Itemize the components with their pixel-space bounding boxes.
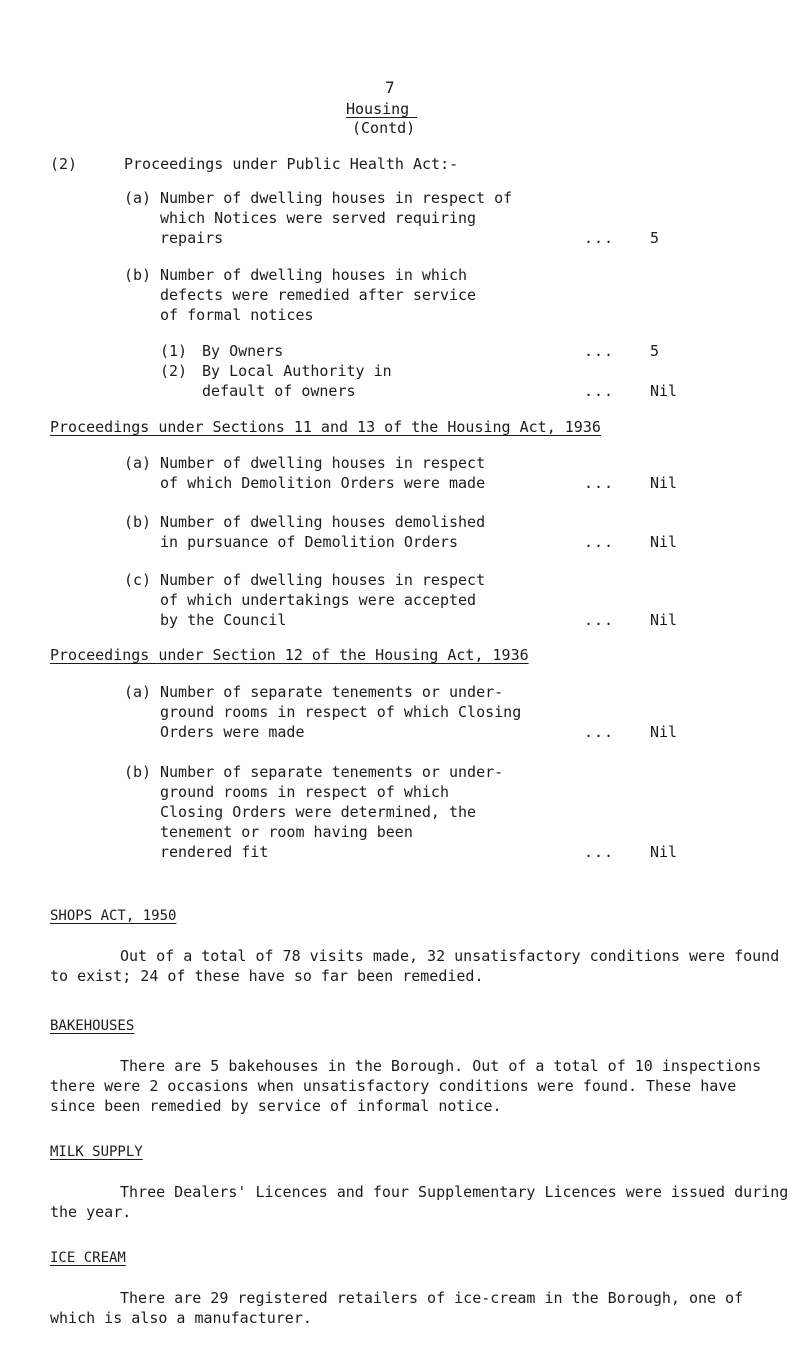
item-line: Number of separate tenements or under-	[160, 763, 504, 781]
subitem-marker: (2)	[160, 362, 188, 380]
item-line: Number of dwelling houses in which	[160, 266, 468, 284]
item-line: rendered fit	[160, 843, 269, 861]
item-line: ground rooms in respect of which	[160, 783, 449, 801]
item-marker: (b)	[124, 763, 152, 781]
shops-heading: SHOPS ACT, 1950	[50, 908, 177, 924]
item-line: Number of dwelling houses in respect	[160, 571, 486, 589]
item-line: ground rooms in respect of which Closing	[160, 703, 522, 721]
section-marker: (2)	[50, 155, 78, 173]
item-marker: (c)	[124, 571, 152, 589]
leader-dots: ...	[584, 474, 615, 492]
page-number: 7	[385, 78, 395, 97]
item-marker: (b)	[124, 266, 152, 284]
item-value: Nil	[650, 474, 678, 492]
subitem-line: By Local Authority in	[202, 362, 392, 380]
item-line: of which undertakings were accepted	[160, 591, 477, 609]
bakehouses-heading: BAKEHOUSES	[50, 1018, 135, 1034]
item-marker: (a)	[124, 454, 152, 472]
milk-paragraph: Three Dealers' Licences and four Supplementary Licences were issued during the year.	[50, 1183, 789, 1221]
item-line: defects were remedied after service	[160, 286, 477, 304]
item-marker: (b)	[124, 513, 152, 531]
section-heading: Proceedings under Section 12 of the Housing Act, 1936	[50, 646, 529, 664]
item-line: Number of dwelling houses in respect of	[160, 189, 513, 207]
leader-dots: ...	[584, 843, 615, 861]
item-value: Nil	[650, 533, 678, 551]
item-line: tenement or room having been	[160, 823, 413, 841]
subitem-line: default of owners	[202, 382, 356, 400]
item-marker: (a)	[124, 683, 152, 701]
leader-dots: ...	[584, 533, 615, 551]
item-line: Number of dwelling houses in respect	[160, 454, 486, 472]
item-line: repairs	[160, 229, 224, 247]
item-line: in pursuance of Demolition Orders	[160, 533, 459, 551]
leader-dots: ...	[584, 229, 615, 247]
item-value: Nil	[650, 723, 678, 741]
page-title: Housing	[346, 100, 410, 118]
leader-dots: ...	[584, 611, 615, 629]
subitem-marker: (1)	[160, 342, 188, 360]
item-line: Orders were made	[160, 723, 305, 741]
item-line: Closing Orders were determined, the	[160, 803, 477, 821]
item-line: of which Demolition Orders were made	[160, 474, 486, 492]
item-line: by the Council	[160, 611, 287, 629]
milk-heading: MILK SUPPLY	[50, 1144, 143, 1160]
subitem-line: By Owners	[202, 342, 284, 360]
item-value: Nil	[650, 843, 678, 861]
leader-dots: ...	[584, 342, 615, 360]
item-value: 5	[650, 229, 660, 247]
item-line: of formal notices	[160, 306, 314, 324]
bakehouses-paragraph: There are 5 bakehouses in the Borough. Out of a total of 10 inspections there were 2 occasions when unsatisfactory conditions were found. These have since been remedied by service of informal notice.	[50, 1057, 762, 1115]
item-marker: (a)	[124, 189, 152, 207]
ice-cream-paragraph: There are 29 registered retailers of ice-cream in the Borough, one of which is also a manufacturer.	[50, 1289, 744, 1327]
page-subtitle: (Contd)	[352, 119, 416, 137]
item-line: Number of separate tenements or under-	[160, 683, 504, 701]
leader-dots: ...	[584, 723, 615, 741]
subitem-value: 5	[650, 342, 660, 360]
item-value: Nil	[650, 611, 678, 629]
ice-cream-heading: ICE CREAM	[50, 1250, 126, 1266]
leader-dots: ...	[584, 382, 615, 400]
item-line: Number of dwelling houses demolished	[160, 513, 486, 531]
shops-paragraph: Out of a total of 78 visits made, 32 unsatisfactory conditions were found to exist; 24 of these have so far been remedied.	[50, 947, 780, 985]
item-line: which Notices were served requiring	[160, 209, 477, 227]
subitem-value: Nil	[650, 382, 678, 400]
section-heading: Proceedings under Public Health Act:-	[124, 155, 459, 173]
section-heading: Proceedings under Sections 11 and 13 of the Housing Act, 1936	[50, 418, 601, 436]
